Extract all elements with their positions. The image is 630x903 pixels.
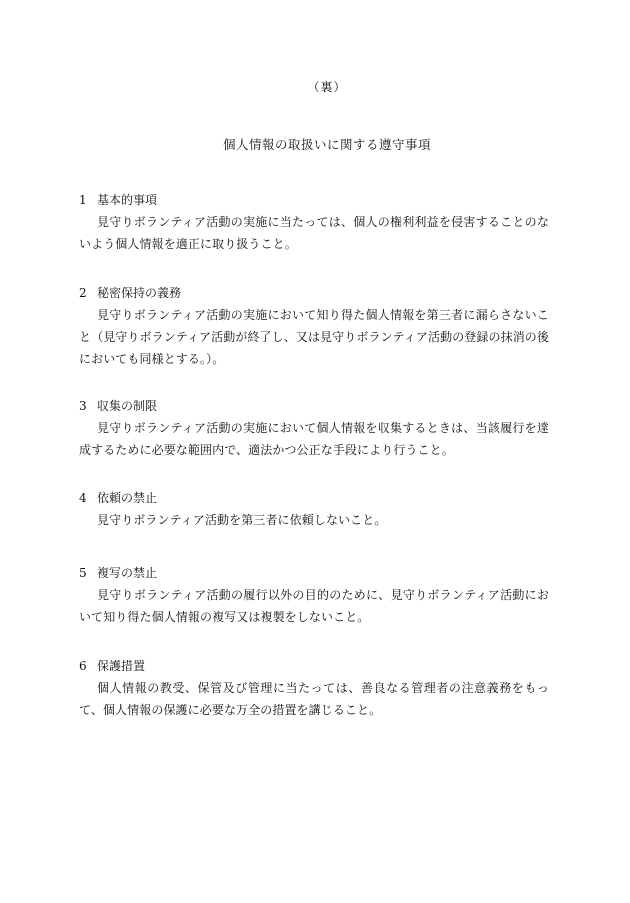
page-side-label: （裏） xyxy=(307,80,347,94)
section-heading xyxy=(79,282,549,304)
section-number: 1 xyxy=(79,193,87,207)
section-collection-limit xyxy=(79,395,549,461)
section-body: 見守りボランティア活動の実施において個人情報を収集するときは、当該履行を達成するために必要な範囲内で、適法かつ公正な手段により行うこと。 xyxy=(79,421,549,457)
section-basic-matters xyxy=(79,189,549,255)
section-body: 個人情報の教受、保管及び管理に当たっては、善良なる管理者の注意義務をもって、個人情報の保護に必要な万全の措置を講じること。 xyxy=(79,681,549,717)
section-body: 見守りボランティア活動の実施に当たっては、個人の権利利益を侵害することのないよう個人情報を適正に取り扱うこと。 xyxy=(79,215,549,251)
section-number: 6 xyxy=(79,659,87,673)
section-heading xyxy=(79,395,549,417)
section-heading xyxy=(79,189,549,211)
section-body: 見守りボランティア活動を第三者に依頼しないこと。 xyxy=(97,513,387,527)
section-protective-measures xyxy=(79,655,549,721)
section-heading xyxy=(79,655,549,677)
section-confidentiality xyxy=(79,282,549,370)
section-body: 見守りボランティア活動の履行以外の目的のために、見守りボランティア活動において知り得た個人情報の複写又は複製をしないこと。 xyxy=(79,588,549,624)
section-heading-text: 依頼の禁止 xyxy=(97,491,158,505)
section-heading-text: 複写の禁止 xyxy=(97,566,158,580)
section-number: 4 xyxy=(79,491,87,505)
section-heading-text: 収集の制限 xyxy=(97,399,158,413)
section-body: 見守りボランティア活動の実施において知り得た個人情報を第三者に漏らさないこと（見守りボランティア活動が終了し、又は見守りボランティア活動の登録の抹消の後においても同様とする。）。 xyxy=(79,308,549,366)
section-number: 3 xyxy=(79,399,87,413)
section-heading-text: 秘密保持の義務 xyxy=(97,286,182,300)
section-heading-text: 基本的事項 xyxy=(97,193,158,207)
document-title: 個人情報の取扱いに関する遵守事項 xyxy=(222,137,431,152)
section-number: 2 xyxy=(79,286,87,300)
section-heading-text: 保護措置 xyxy=(97,659,146,673)
section-heading xyxy=(79,562,549,584)
section-copy-prohibition xyxy=(79,562,549,628)
section-delegation-prohibition xyxy=(79,487,549,531)
section-heading xyxy=(79,487,549,509)
section-number: 5 xyxy=(79,566,87,580)
